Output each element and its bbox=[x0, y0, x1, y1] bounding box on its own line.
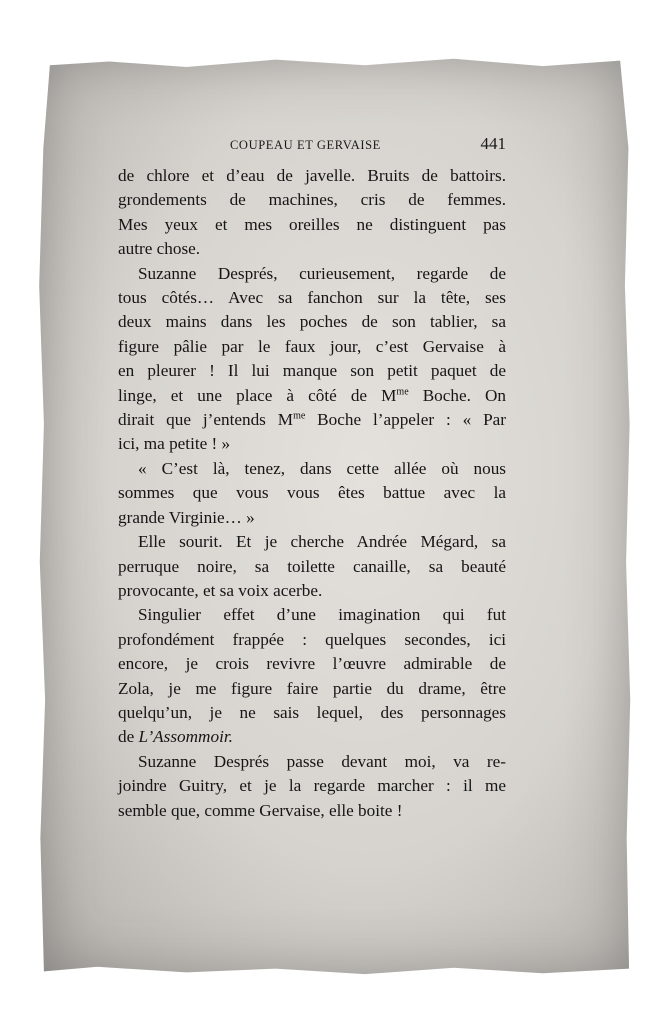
text-line: ici, ma petite ! » bbox=[118, 434, 231, 454]
text-line: Suzanne Després, curieusement, regarde de bbox=[138, 263, 506, 283]
text-line: grondements de machines, cris de femmes. bbox=[118, 190, 506, 210]
line-text: dirait que j’entends M bbox=[118, 410, 294, 430]
text-line: quelqu’un, je ne sais lequel, des personnages bbox=[118, 702, 506, 722]
text-line: encore, je crois revivre l’œuvre admirable de bbox=[118, 654, 506, 674]
paragraph bbox=[118, 750, 506, 823]
paragraph bbox=[118, 262, 506, 457]
line-text: de bbox=[118, 727, 139, 747]
text-line: de chlore et d’eau de javelle. Bruits de battoirs. bbox=[118, 166, 506, 185]
text-line: autre chose. bbox=[118, 239, 201, 259]
text-line: Suzanne Després passe devant moi, va re- bbox=[138, 751, 506, 771]
text-line: tous côtés… Avec sa fanchon sur la tête, ses bbox=[118, 288, 506, 308]
body-text bbox=[118, 164, 506, 823]
text-line: grande Virginie… » bbox=[118, 507, 255, 527]
text-line: joindre Guitry, et je la regarde marcher : il me bbox=[118, 776, 506, 796]
paragraph bbox=[118, 530, 506, 603]
text-line: Elle sourit. Et je cherche Andrée Mégard, sa bbox=[138, 532, 506, 552]
paragraph bbox=[118, 457, 506, 530]
text-line: deux mains dans les poches de son tablier, sa bbox=[118, 312, 506, 332]
paragraph bbox=[118, 164, 506, 262]
text-line bbox=[118, 725, 506, 749]
text-line bbox=[118, 384, 506, 408]
book-title: L’Assommoir. bbox=[138, 727, 233, 747]
text-line: sommes que vous vous êtes battue avec la bbox=[118, 483, 506, 503]
page-header bbox=[118, 134, 506, 158]
text-line: Mes yeux et mes oreilles ne distinguent pas bbox=[118, 214, 506, 234]
line-text: linge, et une place à côté de M bbox=[118, 385, 397, 405]
superscript-me: me bbox=[293, 410, 306, 422]
superscript-me: me bbox=[396, 385, 409, 397]
text-line: « C’est là, tenez, dans cette allée où nous bbox=[138, 458, 506, 478]
text-line: provocante, et sa voix acerbe. bbox=[118, 580, 323, 600]
paragraph bbox=[118, 603, 506, 749]
page-number: 441 bbox=[480, 134, 506, 153]
text-line: semble que, comme Gervaise, elle boite ! bbox=[118, 800, 403, 820]
line-text: Boche l’appeler : « Par bbox=[305, 410, 507, 430]
running-title: COUPEAU ET GERVAISE bbox=[230, 138, 381, 152]
text-line bbox=[118, 408, 506, 432]
line-text: Boche. On bbox=[408, 385, 506, 405]
text-line: profondément frappée : quelques secondes, ici bbox=[118, 629, 506, 649]
text-line: perruque noire, sa toilette canaille, sa beauté bbox=[118, 556, 506, 576]
text-line: en pleurer ! Il lui manque son petit paquet de bbox=[118, 361, 506, 381]
text-line: figure pâlie par le faux jour, c’est Gervaise à bbox=[118, 336, 506, 356]
text-line: Zola, je me figure faire partie du drame, être bbox=[118, 678, 506, 698]
text-line: Singulier effet d’une imagination qui fut bbox=[138, 605, 506, 625]
